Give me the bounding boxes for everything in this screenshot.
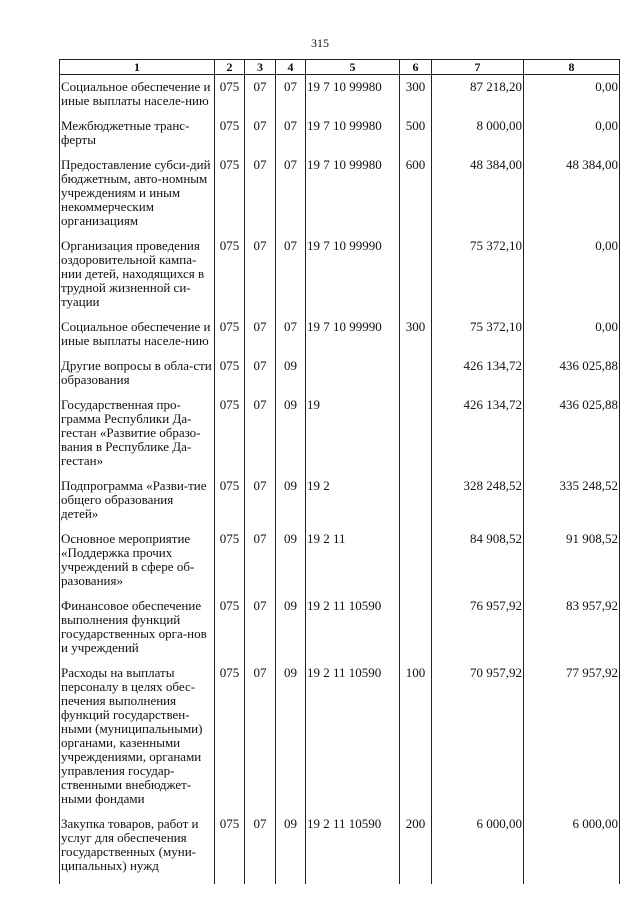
column-header: 6 (400, 60, 432, 75)
column-header: 5 (306, 60, 400, 75)
cell-target-article: 19 (306, 398, 400, 479)
table-row (60, 239, 620, 320)
cell-name: Закупка товаров, работ и услуг для обеспечения государственных (муни-ципальных) нужд (60, 817, 215, 884)
column-header: 2 (215, 60, 245, 75)
cell-amount-year1: 6 000,00 (432, 817, 524, 884)
column-header: 7 (432, 60, 524, 75)
cell-name: Расходы на выплаты персоналу в целях обес-печения выполнения функций государствен-ными (муниципальными) органами, казенными учреждениями, органами управления государ-ственными внебюджет-ными фондами (60, 666, 215, 817)
cell-ministry-code: 075 (215, 599, 245, 666)
cell-section: 07 (245, 532, 276, 599)
cell-subsection: 09 (276, 359, 306, 398)
cell-subsection: 09 (276, 479, 306, 532)
cell-ministry-code: 075 (215, 666, 245, 817)
cell-section: 07 (245, 479, 276, 532)
cell-target-article: 19 7 10 99980 (306, 158, 400, 239)
cell-target-article: 19 2 11 10590 (306, 599, 400, 666)
cell-target-article: 19 7 10 99990 (306, 320, 400, 359)
cell-ministry-code: 075 (215, 817, 245, 884)
column-header: 3 (245, 60, 276, 75)
table-row (60, 320, 620, 359)
cell-subsection: 07 (276, 158, 306, 239)
cell-ministry-code: 075 (215, 398, 245, 479)
cell-amount-year1: 75 372,10 (432, 239, 524, 320)
table-body (60, 75, 620, 885)
cell-section: 07 (245, 599, 276, 666)
table-row (60, 75, 620, 120)
cell-amount-year2: 0,00 (524, 119, 620, 158)
cell-amount-year2: 48 384,00 (524, 158, 620, 239)
cell-name: Финансовое обеспечение выполнения функций государственных орга-нов и учреждений (60, 599, 215, 666)
cell-section: 07 (245, 398, 276, 479)
cell-ministry-code: 075 (215, 119, 245, 158)
cell-ministry-code: 075 (215, 320, 245, 359)
cell-target-article: 19 2 11 10590 (306, 817, 400, 884)
cell-target-article: 19 2 11 (306, 532, 400, 599)
table-row (60, 817, 620, 884)
cell-expense-type (400, 398, 432, 479)
cell-ministry-code: 075 (215, 359, 245, 398)
cell-section: 07 (245, 239, 276, 320)
table-row (60, 119, 620, 158)
page-number: 315 (311, 36, 329, 50)
cell-amount-year1: 8 000,00 (432, 119, 524, 158)
cell-subsection: 07 (276, 119, 306, 158)
cell-amount-year2: 91 908,52 (524, 532, 620, 599)
cell-expense-type (400, 599, 432, 666)
table-row (60, 599, 620, 666)
cell-ministry-code: 075 (215, 239, 245, 320)
cell-ministry-code: 075 (215, 532, 245, 599)
cell-name: Организация проведения оздоровительной кампа-нии детей, находящихся в трудной жизненной си-туации (60, 239, 215, 320)
cell-ministry-code: 075 (215, 75, 245, 120)
budget-table (59, 59, 620, 884)
cell-subsection: 07 (276, 320, 306, 359)
cell-expense-type (400, 239, 432, 320)
cell-name: Основное мероприятие «Поддержка прочих учреждений в сфере об-разования» (60, 532, 215, 599)
cell-section: 07 (245, 158, 276, 239)
cell-expense-type: 200 (400, 817, 432, 884)
cell-subsection: 07 (276, 239, 306, 320)
cell-amount-year1: 48 384,00 (432, 158, 524, 239)
cell-amount-year2: 0,00 (524, 320, 620, 359)
cell-amount-year2: 0,00 (524, 239, 620, 320)
cell-expense-type: 100 (400, 666, 432, 817)
cell-ministry-code: 075 (215, 479, 245, 532)
cell-amount-year2: 0,00 (524, 75, 620, 120)
cell-subsection: 09 (276, 599, 306, 666)
cell-amount-year1: 87 218,20 (432, 75, 524, 120)
cell-target-article: 19 7 10 99980 (306, 119, 400, 158)
cell-target-article (306, 359, 400, 398)
cell-amount-year1: 426 134,72 (432, 398, 524, 479)
cell-amount-year2: 436 025,88 (524, 359, 620, 398)
cell-section: 07 (245, 817, 276, 884)
cell-subsection: 09 (276, 817, 306, 884)
cell-expense-type: 300 (400, 75, 432, 120)
cell-target-article: 19 7 10 99980 (306, 75, 400, 120)
table-row (60, 479, 620, 532)
cell-section: 07 (245, 119, 276, 158)
cell-expense-type: 600 (400, 158, 432, 239)
cell-amount-year2: 335 248,52 (524, 479, 620, 532)
cell-target-article: 19 2 (306, 479, 400, 532)
cell-amount-year1: 426 134,72 (432, 359, 524, 398)
cell-subsection: 09 (276, 666, 306, 817)
column-header: 8 (524, 60, 620, 75)
cell-amount-year2: 6 000,00 (524, 817, 620, 884)
cell-subsection: 09 (276, 398, 306, 479)
cell-amount-year1: 70 957,92 (432, 666, 524, 817)
cell-name: Государственная про-грамма Республики Да-гестан «Развитие образо-вания в Республике Да-гестан» (60, 398, 215, 479)
cell-amount-year1: 75 372,10 (432, 320, 524, 359)
cell-target-article: 19 7 10 99990 (306, 239, 400, 320)
cell-section: 07 (245, 359, 276, 398)
cell-section: 07 (245, 666, 276, 817)
cell-name: Предоставление субси-дий бюджетным, авто-номным учреждениям и иным некоммерческим организациям (60, 158, 215, 239)
cell-name: Социальное обеспечение и иные выплаты населе-нию (60, 320, 215, 359)
table-header-row (60, 60, 620, 75)
table-row (60, 359, 620, 398)
cell-amount-year1: 84 908,52 (432, 532, 524, 599)
table-row (60, 158, 620, 239)
cell-section: 07 (245, 320, 276, 359)
cell-subsection: 07 (276, 75, 306, 120)
column-header: 4 (276, 60, 306, 75)
cell-amount-year2: 436 025,88 (524, 398, 620, 479)
cell-subsection: 09 (276, 532, 306, 599)
cell-name: Социальное обеспечение и иные выплаты населе-нию (60, 75, 215, 120)
cell-name: Подпрограмма «Разви-тие общего образования детей» (60, 479, 215, 532)
cell-section: 07 (245, 75, 276, 120)
cell-name: Другие вопросы в обла-сти образования (60, 359, 215, 398)
cell-name: Межбюджетные транс-ферты (60, 119, 215, 158)
column-header: 1 (60, 60, 215, 75)
cell-expense-type: 500 (400, 119, 432, 158)
table-row (60, 532, 620, 599)
cell-ministry-code: 075 (215, 158, 245, 239)
cell-expense-type (400, 359, 432, 398)
cell-expense-type: 300 (400, 320, 432, 359)
cell-amount-year2: 77 957,92 (524, 666, 620, 817)
cell-expense-type (400, 532, 432, 599)
cell-amount-year2: 83 957,92 (524, 599, 620, 666)
cell-amount-year1: 76 957,92 (432, 599, 524, 666)
cell-expense-type (400, 479, 432, 532)
table-row (60, 398, 620, 479)
cell-amount-year1: 328 248,52 (432, 479, 524, 532)
table-row (60, 666, 620, 817)
cell-target-article: 19 2 11 10590 (306, 666, 400, 817)
